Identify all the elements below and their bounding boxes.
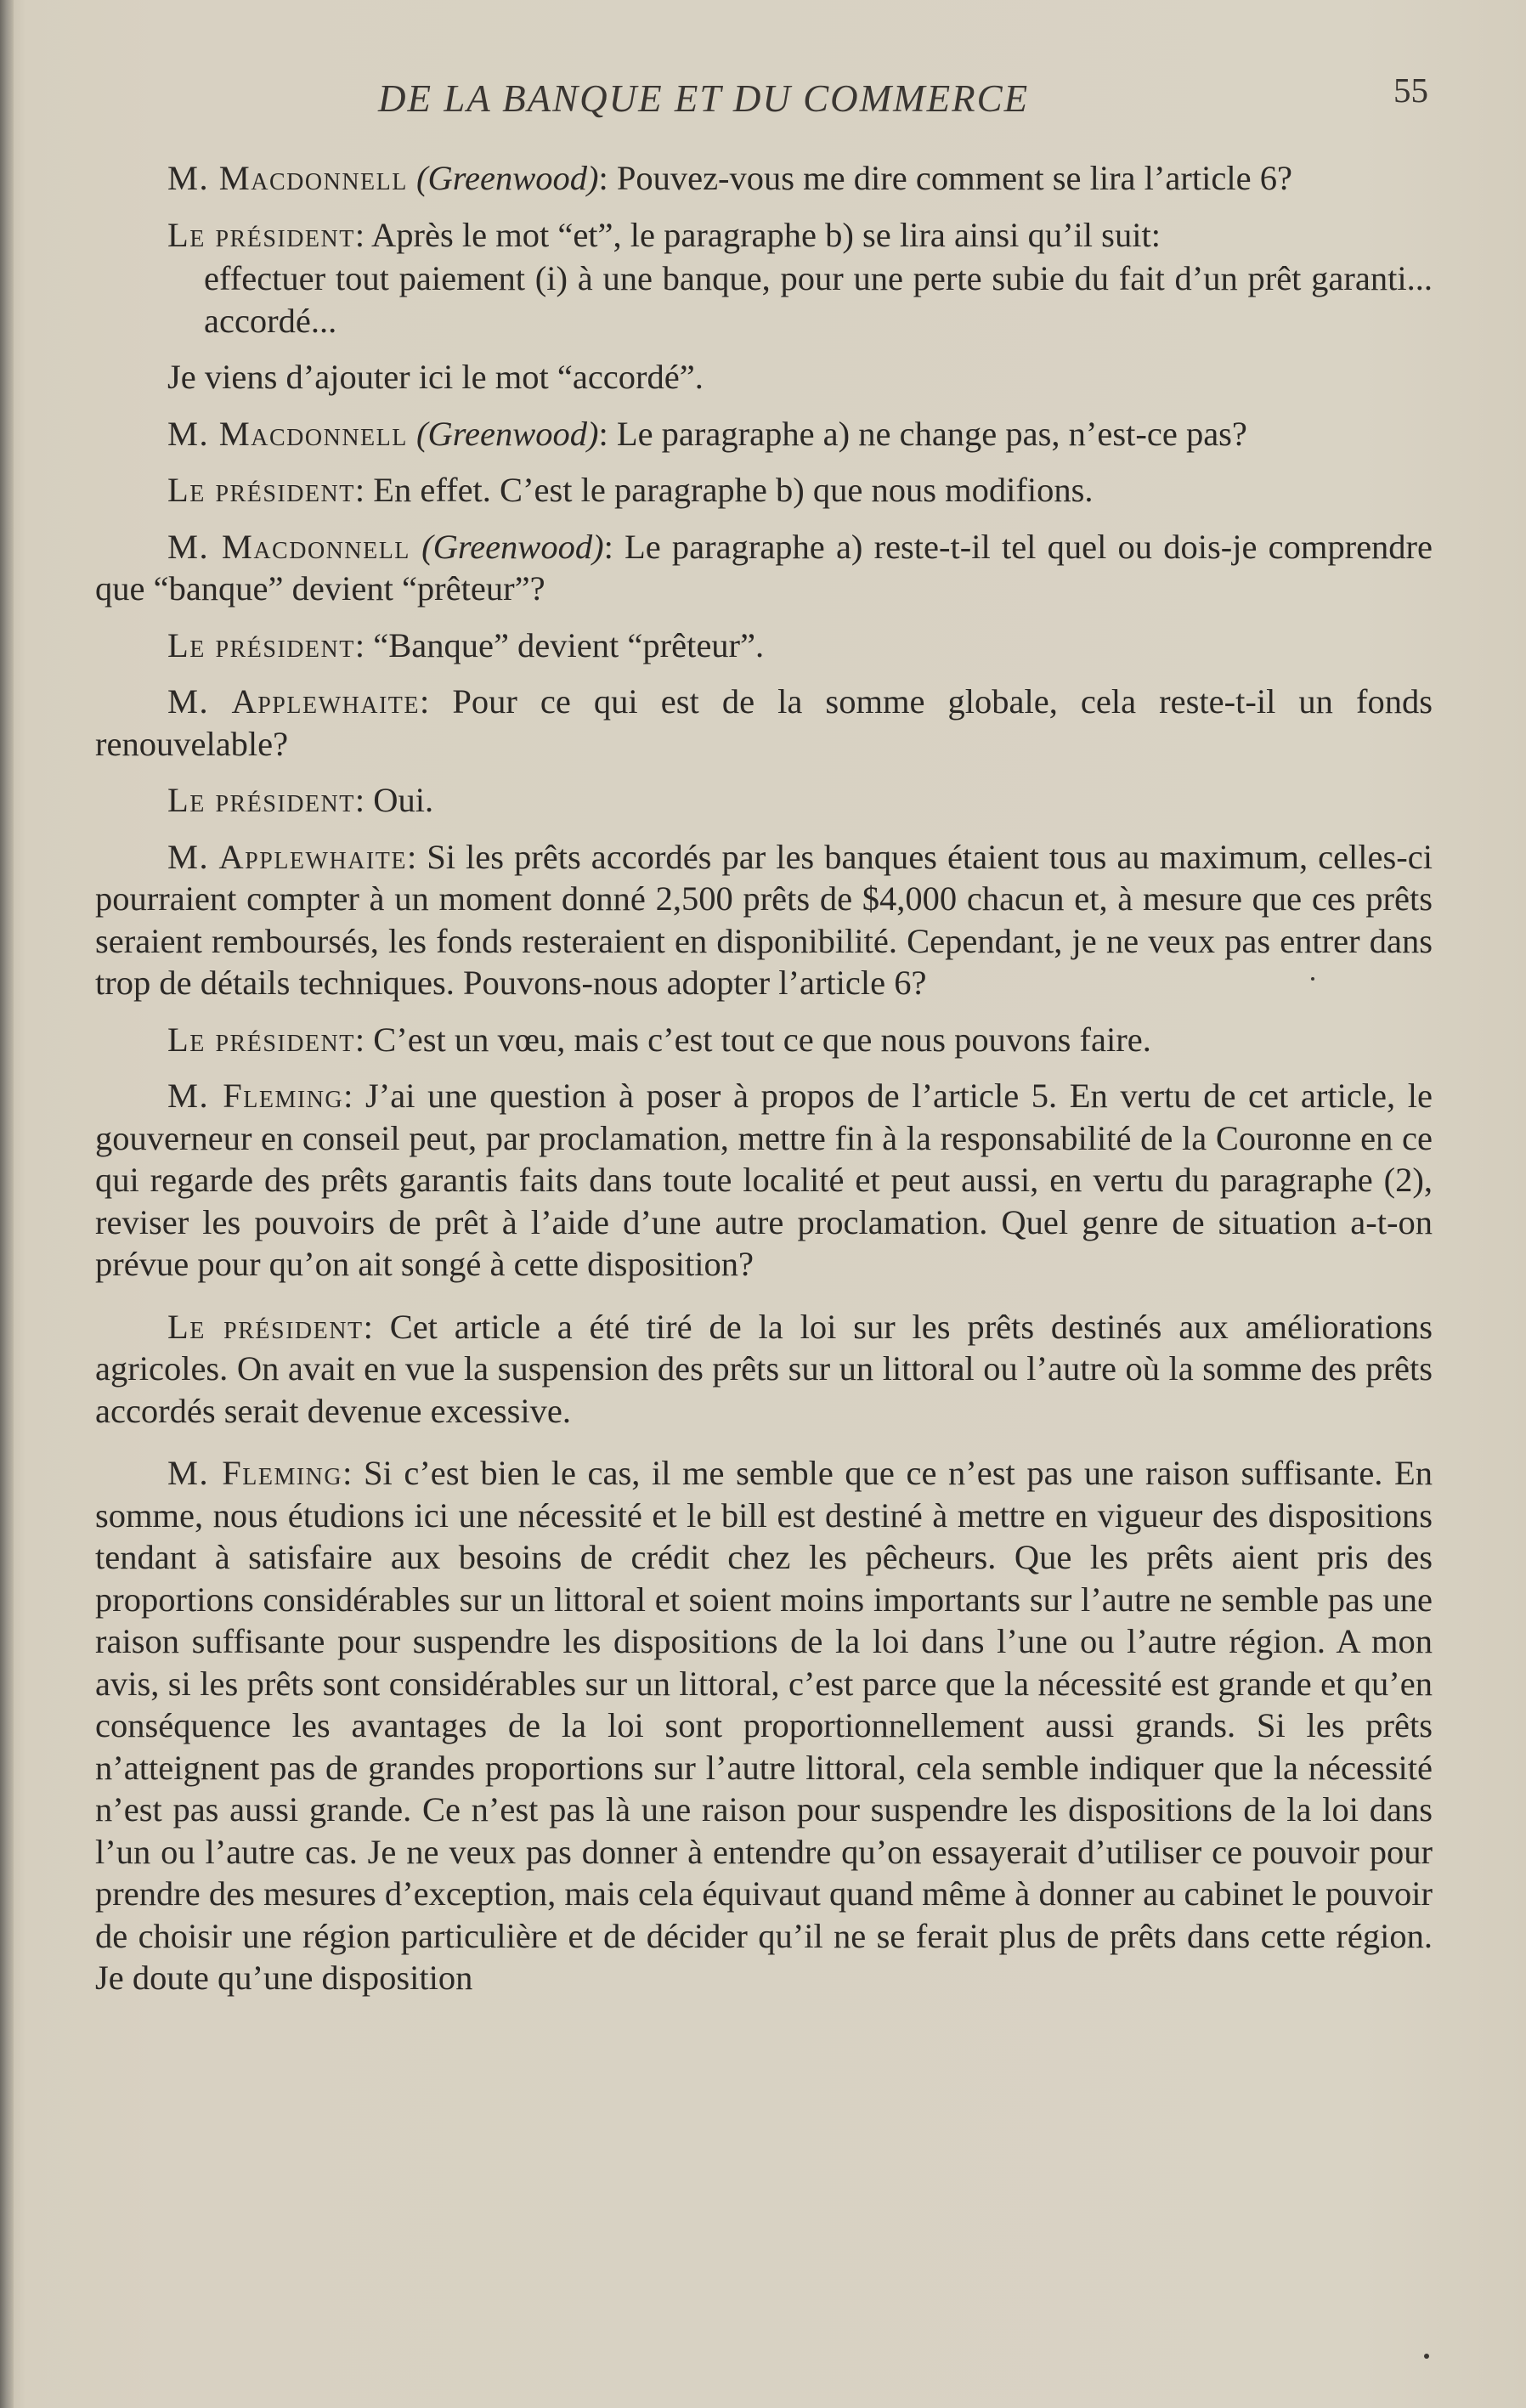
paragraph-text: Je viens d’ajouter ici le mot “accordé”. [167,358,704,396]
speaker-name: M. Fleming [167,1077,344,1115]
quoted-clause-text: effectuer tout paiement (i) à une banque, pour une perte subie du fait d’un prêt garanti... accordé... [204,259,1433,340]
paragraph-text: : C’est un vœu, mais c’est tout ce que nous pouvons faire. [354,1020,1151,1059]
paragraph-6 [95,526,1433,610]
paragraph-11 [95,1019,1433,1061]
page-body [95,157,1433,2014]
paragraph-13 [95,1306,1433,1433]
paragraph-text: : “Banque” devient “prêteur”. [354,625,765,664]
quoted-clause [95,257,1433,342]
speaker-riding: (Greenwood) [421,527,604,566]
speaker-riding: (Greenwood) [416,414,599,453]
paragraph-text: : Pour ce qui est de la somme globale, cela reste-t-il un fonds renouvelable? [95,682,1433,763]
paragraph-text: : Le paragraphe a) ne change pas, n’est-ce pas? [598,414,1247,453]
speaker-name: M. Fleming [167,1454,343,1492]
running-head: DE LA BANQUE ET DU COMMERCE [378,77,1030,120]
speaker-name: Le président [167,215,355,254]
paragraph-12 [95,1075,1433,1286]
speaker-name: Le président [167,1307,364,1346]
speaker-name: Le président [167,781,355,819]
paragraph-5 [95,469,1433,512]
paragraph-8 [95,681,1433,765]
page-number: 55 [1393,71,1428,110]
paragraph-2 [95,214,1433,257]
paragraph-text: : J’ai une question à poser à propos de l’article 5. En vertu de cet article, le gouverneur en conseil peut, par proclamation, mettre fin à la responsabilité de la Couronne en ce qui regarde des prêts garantis faits dans toute localité et peut aussi, en vertu du paragraphe (2), reviser les pouvoirs de prêt à l’aide d’une autre proclamation. Quel genre de situation a-t-on prévue pour qu’on ait songé à cette disposition? [95,1077,1433,1283]
paragraph-text: : En effet. C’est le paragraphe b) que nous modifions. [354,471,1094,509]
speaker-name: M. Applewhaite [167,837,407,876]
print-speck [1424,2354,1429,2359]
speaker-name: Le président [167,625,355,664]
paragraph-3 [95,356,1433,399]
speaker-name: Le président [167,471,355,509]
paragraph-text: : Pouvez-vous me dire comment se lira l’article 6? [598,159,1292,197]
paragraph-14 [95,1452,1433,1999]
paragraph-7 [95,625,1433,667]
speaker-riding: (Greenwood) [416,159,599,197]
book-spine-shadow [0,0,14,2408]
paragraph-4 [95,413,1433,455]
speaker-name: Le président [167,1020,355,1059]
paragraph-text: : Après le mot “et”, le paragraphe b) se lira ainsi qu’il suit: [354,215,1161,254]
speaker-name: M. Applewhaite [167,682,420,721]
page-header [93,70,1433,129]
paragraph-9 [95,779,1433,822]
paragraph-1 [95,157,1433,200]
speaker-name: M. Macdonnell [167,527,410,566]
paragraph-text: : Si c’est bien le cas, il me semble que ce n’est pas une raison suffisante. En somme, nous étudions ici une nécessité et le bill est destiné à mettre en vigueur des dispositions tendant à satisfaire aux besoins de crédit chez les pêcheurs. Que les prêts aient pris des proportions considérables sur un littoral et soient moins importants sur l’autre ne semble pas une raison suffisante pour suspendre les dispositions de la loi dans l’une ou l’autre région. A mon avis, si les prêts sont considérables sur un littoral, c’est parce que la nécessité est grande et qu’en conséquence les avantages de la loi sont proportionnellement aussi grands. Si les prêts n’atteignent pas de grandes proportions sur l’autre littoral, cela semble indiquer que la nécessité n’est pas aussi grande. Ce n’est pas là une raison pour suspendre les dispositions de la loi dans l’un ou l’autre cas. Je ne veux pas donner à entendre qu’on essayerait d’utiliser ce pouvoir pour prendre des mesures d’exception, mais cela équivaut quand même à donner au cabinet le pouvoir de choisir une région particulière et de décider qu’il ne se ferait plus de prêts dans cette région. Je doute qu’une disposition [95,1454,1433,1997]
paragraph-text: : Le paragraphe a) reste-t-il tel quel ou dois-je comprendre que “banque” devient “prêteur”? [95,527,1433,608]
speaker-name: M. Macdonnell [167,159,408,197]
speaker-name: M. Macdonnell [167,414,408,453]
paragraph-text: : Cet article a été tiré de la loi sur les prêts destinés aux améliorations agricoles. On avait en vue la suspension des prêts sur un littoral ou l’autre où la somme des prêts accordés serait devenue excessive. [95,1307,1433,1430]
print-speck [1311,977,1314,981]
paragraph-10 [95,836,1433,1004]
paragraph-text: : Si les prêts accordés par les banques étaient tous au maximum, celles-ci pourraient compter à un moment donné 2,500 prêts de $4,000 chacun et, à mesure que ces prêts seraient remboursés, les fonds resteraient en disponibilité. Cependant, je ne veux pas entrer dans trop de détails techniques. Pouvons-nous adopter l’article 6? [95,837,1433,1002]
paragraph-text: : Oui. [354,781,434,819]
